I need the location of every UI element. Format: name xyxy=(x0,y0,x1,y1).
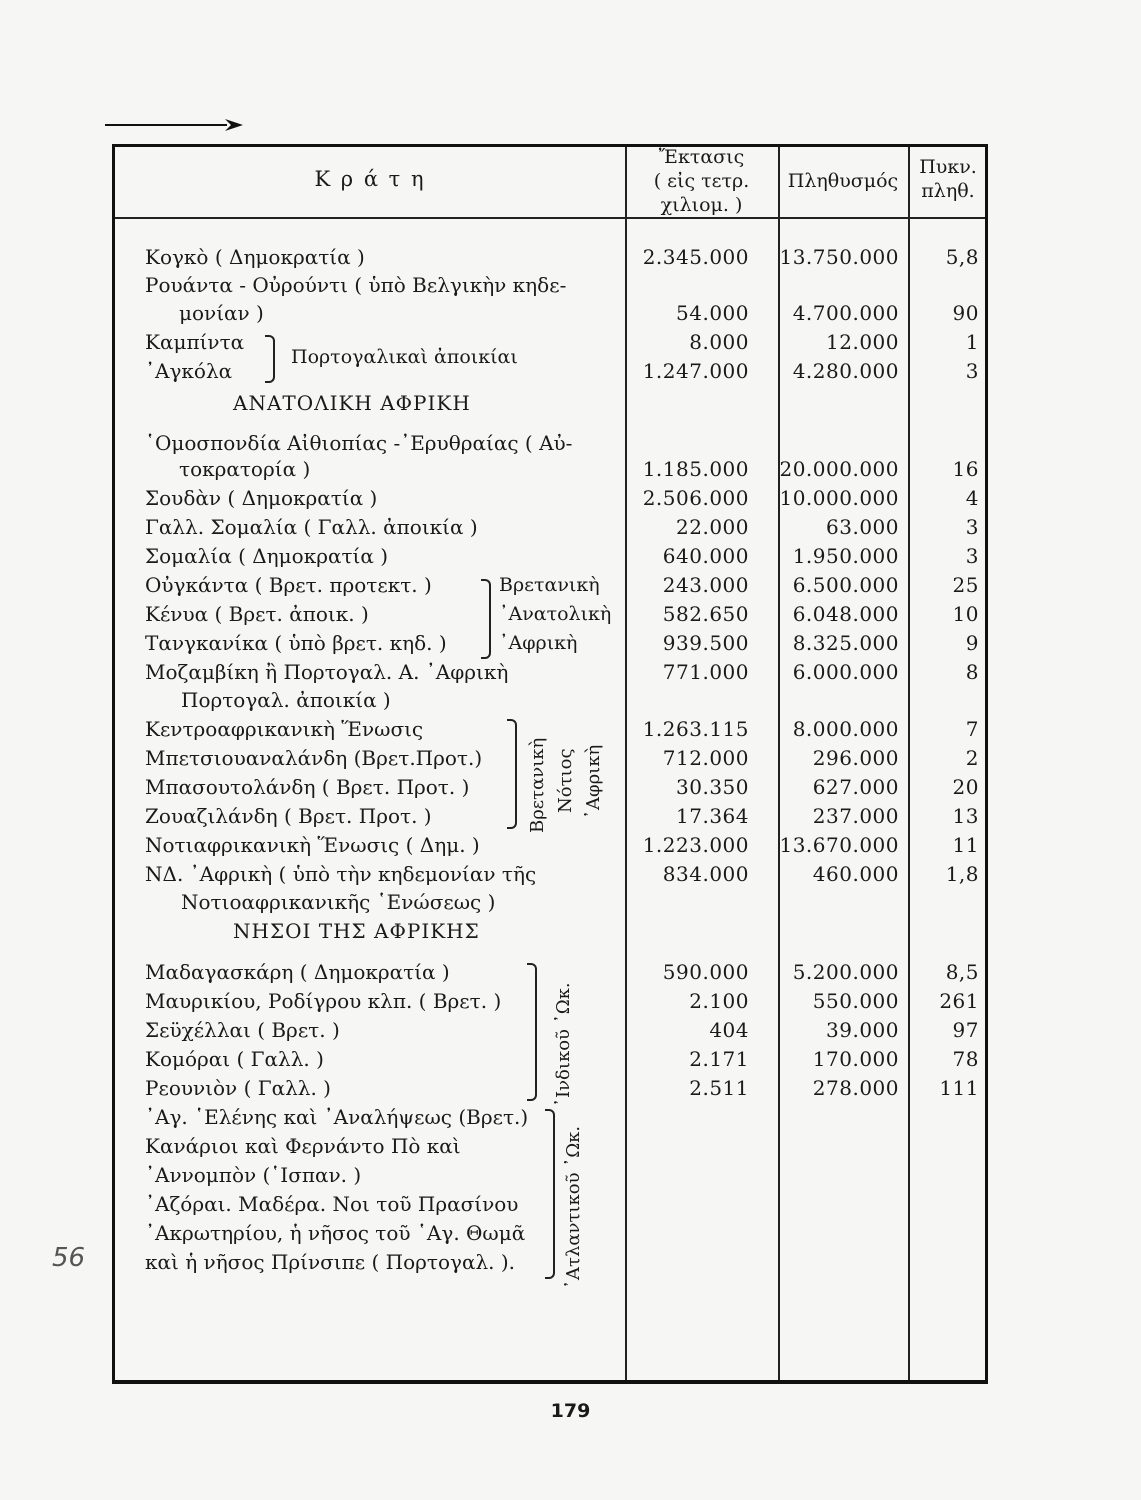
header-area-line3: χιλιομ. ) xyxy=(660,194,743,216)
row-area: 30.350 xyxy=(676,775,749,799)
row-pop: 12.000 xyxy=(826,330,899,354)
row-area: 17.364 xyxy=(676,804,749,828)
british-east-label-1: Βρετανικὴ xyxy=(499,574,600,596)
row-area: 712.000 xyxy=(662,746,749,770)
atlantic-ocean-label: ᾿Ατλαντικοῦ ᾿Ωκ. xyxy=(563,1125,584,1289)
row-dens: 7 xyxy=(965,717,979,741)
brace xyxy=(507,719,517,829)
table-row xyxy=(115,888,985,916)
table-row xyxy=(115,1045,985,1073)
table-row xyxy=(115,958,985,986)
row-area: 1.247.000 xyxy=(642,359,749,383)
table-row xyxy=(115,802,985,830)
header-rule xyxy=(115,217,985,219)
row-name: Κογκὸ ( Δημοκρατία ) xyxy=(145,245,365,269)
table-row xyxy=(115,299,985,327)
row-name: Νοτιοαφρικανικῆς ῾Ενώσεως ) xyxy=(181,890,496,914)
row-area: 939.500 xyxy=(662,631,749,655)
table-row xyxy=(115,744,985,772)
margin-note: 56 xyxy=(52,1243,86,1273)
row-name: Κανάριοι καὶ Φερνάντο Πὸ καὶ xyxy=(145,1134,461,1158)
row-name: ᾿Αζόραι. Μαδέρα. Νοι τοῦ Πρασίνου xyxy=(145,1192,519,1216)
row-pop: 170.000 xyxy=(812,1047,899,1071)
row-pop: 20.000.000 xyxy=(779,457,899,481)
header-area-line2: ( εἰς τετρ. xyxy=(653,170,750,192)
british-south-label-2: Νότιος xyxy=(555,748,576,813)
row-name: Μοζαμβίκη ἢ Πορτογαλ. Α. ᾿Αφρικὴ xyxy=(145,660,509,684)
row-pop: 460.000 xyxy=(812,862,899,886)
row-pop: 6.000.000 xyxy=(792,660,899,684)
row-dens: 9 xyxy=(965,631,979,655)
table-row xyxy=(115,1074,985,1102)
row-area: 22.000 xyxy=(676,515,749,539)
row-name: Ρεουνιὸν ( Γαλλ. ) xyxy=(145,1076,331,1100)
table-row xyxy=(115,658,985,686)
row-name: Γαλλ. Σομαλία ( Γαλλ. ἀποικία ) xyxy=(145,515,478,539)
row-name: ῾Ομοσπονδία Αἰθιοπίας -᾿Ερυθραίας ( Αὐ- xyxy=(145,431,573,455)
row-dens: 16 xyxy=(952,457,979,481)
table-row xyxy=(115,484,985,512)
row-dens: 3 xyxy=(965,359,979,383)
table-row xyxy=(115,686,985,714)
table-row xyxy=(115,271,985,299)
row-area: 2.506.000 xyxy=(642,486,749,510)
row-dens: 90 xyxy=(952,301,979,325)
row-area: 2.511 xyxy=(689,1076,749,1100)
row-name: Μπασουτολάνδη ( Βρετ. Προτ. ) xyxy=(145,775,470,799)
row-area: 582.650 xyxy=(662,602,749,626)
row-dens: 10 xyxy=(952,602,979,626)
row-name: ᾿Αγ. ῾Ελένης καὶ ᾿Αναλήψεως (Βρετ.) xyxy=(145,1105,529,1129)
statistics-table xyxy=(112,144,988,1384)
table-row xyxy=(115,715,985,743)
row-name: Μαυρικίου, Ροδίγρου κλπ. ( Βρετ. ) xyxy=(145,989,502,1013)
row-area: 834.000 xyxy=(662,862,749,886)
row-name: Τανγκανίκα ( ὑπὸ βρετ. κηδ. ) xyxy=(145,631,447,655)
table-row xyxy=(115,542,985,570)
brace xyxy=(481,579,491,659)
row-pop: 278.000 xyxy=(812,1076,899,1100)
header-area-line1: Ἔκτασις xyxy=(658,146,745,168)
british-east-label-3: ᾿Αφρικὴ xyxy=(499,632,578,654)
table-row xyxy=(115,243,985,271)
row-area: 771.000 xyxy=(662,660,749,684)
row-pop: 39.000 xyxy=(826,1018,899,1042)
portuguese-group-label: Πορτογαλικαὶ ἀποικίαι xyxy=(291,346,518,368)
table-row xyxy=(115,987,985,1015)
brace xyxy=(265,335,275,383)
row-dens: 20 xyxy=(952,775,979,799)
row-area: 640.000 xyxy=(662,544,749,568)
row-pop: 63.000 xyxy=(826,515,899,539)
arrow-icon xyxy=(105,117,245,133)
row-area: 1.263.115 xyxy=(642,717,749,741)
row-dens: 4 xyxy=(965,486,979,510)
row-dens: 8 xyxy=(965,660,979,684)
row-area: 2.100 xyxy=(689,989,749,1013)
row-dens: 78 xyxy=(952,1047,979,1071)
section-heading-east: ΑΝΑΤΟΛΙΚΗ ΑΦΡΙΚΗ xyxy=(233,391,471,415)
row-pop: 4.700.000 xyxy=(792,301,899,325)
row-area: 2.345.000 xyxy=(642,245,749,269)
row-pop: 6.500.000 xyxy=(792,573,899,597)
row-dens: 97 xyxy=(952,1018,979,1042)
row-pop: 1.950.000 xyxy=(792,544,899,568)
row-pop: 627.000 xyxy=(812,775,899,799)
table-row xyxy=(115,328,985,356)
row-dens: 5,8 xyxy=(945,245,979,269)
page-number: 179 xyxy=(550,1400,591,1422)
british-east-label-2: ᾿Ανατολικὴ xyxy=(499,603,612,625)
row-dens: 2 xyxy=(965,746,979,770)
table-row xyxy=(115,773,985,801)
row-dens: 1 xyxy=(965,330,979,354)
table-row xyxy=(115,513,985,541)
table-row xyxy=(115,357,985,385)
row-name: Ρουάντα - Οὐρούντι ( ὑπὸ Βελγικὴν κηδε- xyxy=(145,273,567,297)
row-area: 590.000 xyxy=(662,960,749,984)
row-name: καὶ ἡ νῆσος Πρίνσιπε ( Πορτογαλ. ). xyxy=(145,1250,516,1274)
row-area: 54.000 xyxy=(676,301,749,325)
row-name: ᾿Αννομπὸν (῾Ισπαν. ) xyxy=(145,1163,362,1187)
row-area: 1.223.000 xyxy=(642,833,749,857)
row-pop: 13.670.000 xyxy=(779,833,899,857)
row-name: Ζουαζιλάνδη ( Βρετ. Προτ. ) xyxy=(145,804,432,828)
row-name: ᾿Αγκόλα xyxy=(145,359,233,383)
row-name: Κεντροαφρικανικὴ Ἕνωσις xyxy=(145,717,424,741)
row-pop: 8.000.000 xyxy=(792,717,899,741)
row-pop: 6.048.000 xyxy=(792,602,899,626)
row-name: Οὐγκάντα ( Βρετ. προτεκτ. ) xyxy=(145,573,432,597)
row-name: τοκρατορία ) xyxy=(179,457,311,481)
section-heading-islands: ΝΗΣΟΙ ΤΗΣ ΑΦΡΙΚΗΣ xyxy=(233,919,480,943)
row-name: Σεϋχέλλαι ( Βρετ. ) xyxy=(145,1018,340,1042)
table-row xyxy=(115,455,985,483)
brace xyxy=(545,1109,555,1279)
row-name: Καμπίντα xyxy=(145,330,245,354)
row-name: ᾿Ακρωτηρίου, ἡ νῆσος τοῦ ῾Αγ. Θωμᾶ xyxy=(145,1221,526,1245)
row-name: Σομαλία ( Δημοκρατία ) xyxy=(145,544,389,568)
row-name: Νοτιαφρικανικὴ Ἕνωσις ( Δημ. ) xyxy=(145,833,480,857)
header-population: Πληθυσμός xyxy=(787,170,899,192)
row-dens: 11 xyxy=(952,833,979,857)
row-area: 8.000 xyxy=(689,330,749,354)
header-area xyxy=(625,145,778,217)
row-dens: 111 xyxy=(939,1076,979,1100)
row-pop: 296.000 xyxy=(812,746,899,770)
row-name: Κομόραι ( Γαλλ. ) xyxy=(145,1047,324,1071)
row-area: 1.185.000 xyxy=(642,457,749,481)
header-density xyxy=(908,155,988,203)
row-pop: 4.280.000 xyxy=(792,359,899,383)
row-dens: 25 xyxy=(952,573,979,597)
header-density-line1: Πυκν. xyxy=(919,156,977,178)
header-density-line2: πληθ. xyxy=(921,180,975,202)
row-dens: 13 xyxy=(952,804,979,828)
british-south-label-1: Βρετανικὴ xyxy=(527,737,548,833)
indian-ocean-label: ᾿Ινδικοῦ ᾿Ωκ. xyxy=(553,982,574,1107)
table-row xyxy=(115,429,985,457)
row-name: Πορτογαλ. ἀποικία ) xyxy=(181,688,391,712)
row-dens: 261 xyxy=(939,989,979,1013)
row-pop: 8.325.000 xyxy=(792,631,899,655)
row-name: Μαδαγασκάρη ( Δημοκρατία ) xyxy=(145,960,450,984)
table-row xyxy=(115,831,985,859)
row-area: 404 xyxy=(709,1018,749,1042)
row-pop: 5.200.000 xyxy=(792,960,899,984)
header-state: Κ ρ ά τ η xyxy=(314,167,426,191)
row-pop: 13.750.000 xyxy=(779,245,899,269)
british-south-label-3: ᾿Αφρικὴ xyxy=(583,744,604,819)
row-pop: 550.000 xyxy=(812,989,899,1013)
row-pop: 10.000.000 xyxy=(779,486,899,510)
row-name: Σουδὰν ( Δημοκρατία ) xyxy=(145,486,378,510)
table-row xyxy=(115,1016,985,1044)
row-dens: 1,8 xyxy=(945,862,979,886)
row-dens: 3 xyxy=(965,515,979,539)
row-dens: 8,5 xyxy=(945,960,979,984)
row-area: 243.000 xyxy=(662,573,749,597)
row-name: Μπετσιουαναλάνδη (Βρετ.Προτ.) xyxy=(145,746,483,770)
row-name: μονίαν ) xyxy=(179,301,264,325)
row-name: Κένυα ( Βρετ. ἀποικ. ) xyxy=(145,602,369,626)
row-dens: 3 xyxy=(965,544,979,568)
row-name: ΝΔ. ᾿Αφρικὴ ( ὑπὸ τὴν κηδεμονίαν τῆς xyxy=(145,862,537,886)
table-row xyxy=(115,860,985,888)
brace xyxy=(527,963,537,1101)
row-pop: 237.000 xyxy=(812,804,899,828)
row-area: 2.171 xyxy=(689,1047,749,1071)
